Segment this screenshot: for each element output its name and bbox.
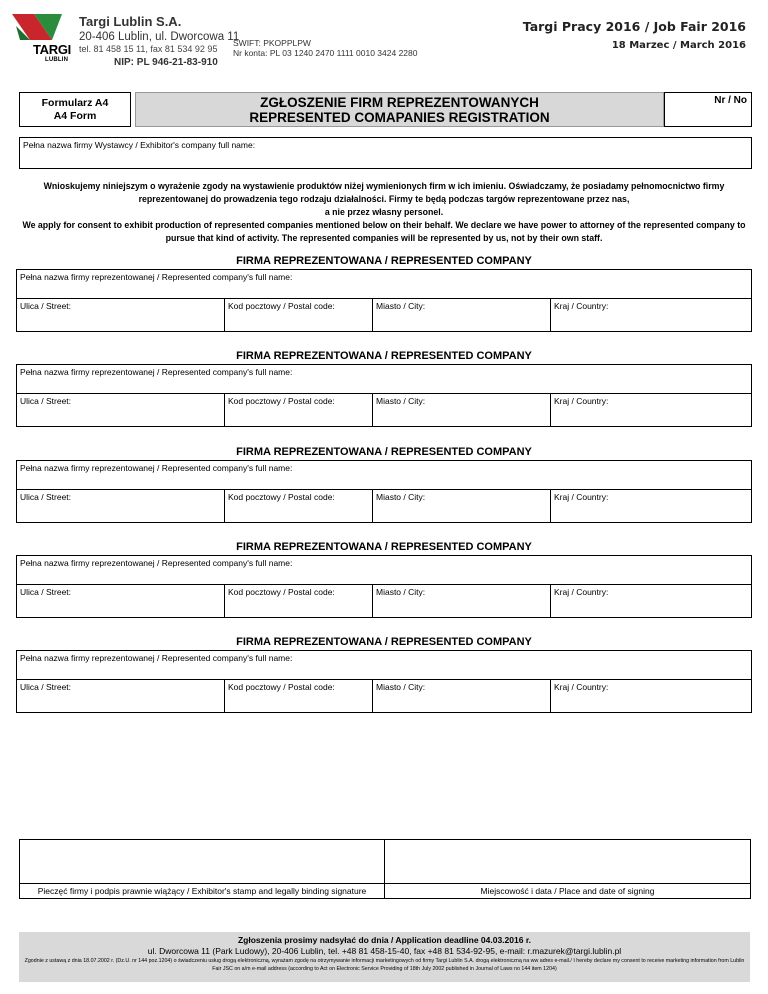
consent-line: Wnioskujemy niniejszym o wyrażenie zgody na wystawienie produktów niżej wymienionych firm w ich imieniu. Oświadczamy, że posiadamy pełnomocnictwo firmy <box>43 181 725 191</box>
consent-line: pursue that kind of activity. The represented companies will be represented by us, not by their own staff. <box>165 233 603 243</box>
postal-code-label: Kod pocztowy / Postal code: <box>228 587 335 597</box>
company-full-name-label: Pełna nazwa firmy reprezentowanej / Represented company's full name: <box>20 272 293 282</box>
company-full-name-label: Pełna nazwa firmy reprezentowanej / Represented company's full name: <box>20 463 293 473</box>
country-field[interactable] <box>551 585 751 617</box>
company-address-row <box>16 584 752 618</box>
street-label: Ulica / Street: <box>20 587 72 597</box>
city-label: Miasto / City: <box>376 682 426 692</box>
company-block-title: FIRMA REPREZENTOWANA / REPRESENTED COMPANY <box>236 636 532 648</box>
street-label: Ulica / Street: <box>20 396 72 406</box>
company-address-row <box>16 679 752 713</box>
postal-code-field[interactable] <box>225 299 373 331</box>
company-full-name-label: Pełna nazwa firmy reprezentowanej / Represented company's full name: <box>20 367 293 377</box>
consent-line: reprezentowanej do prowadzenia tego rodzaju działalności. Firmy te będą podczas targów reprezentowane przez nas, <box>138 194 630 204</box>
street-field[interactable] <box>17 585 225 617</box>
street-label: Ulica / Street: <box>20 682 72 692</box>
company-block-title: FIRMA REPREZENTOWANA / REPRESENTED COMPANY <box>236 446 532 458</box>
stamp-signature-label: Pieczęć firmy i podpis prawnie wiążący / Exhibitor's stamp and legally binding signature <box>37 886 367 896</box>
city-field[interactable] <box>373 490 551 522</box>
city-label: Miasto / City: <box>376 492 426 502</box>
city-label: Miasto / City: <box>376 301 426 311</box>
logo-sub: LUBLIN <box>45 57 69 63</box>
consent-line: We apply for consent to exhibit production of represented companies mentioned below on their behalf. We declare we have power to attorney of the represented company to <box>22 220 746 230</box>
form-title <box>135 92 664 127</box>
country-label: Kraj / Country: <box>554 396 609 406</box>
country-label: Kraj / Country: <box>554 492 609 502</box>
company-phone: tel. 81 458 15 11, fax 81 534 92 95 <box>79 44 218 54</box>
company-full-name-field[interactable] <box>16 460 752 489</box>
company-address-row <box>16 393 752 427</box>
company-name: Targi Lublin S.A. <box>79 14 182 29</box>
represented-company-3 <box>16 446 752 523</box>
country-field[interactable] <box>551 299 751 331</box>
event-date: 18 Marzec / March 2016 <box>611 40 746 51</box>
nr-label: Nr / No <box>714 95 747 106</box>
exhibitor-name-label: Pełna nazwa firmy Wystawcy / Exhibitor's company full name: <box>23 140 256 150</box>
company-full-name-field[interactable] <box>16 650 752 679</box>
street-label: Ulica / Street: <box>20 492 72 502</box>
country-label: Kraj / Country: <box>554 301 609 311</box>
signature-box <box>19 839 751 899</box>
postal-code-label: Kod pocztowy / Postal code: <box>228 396 335 406</box>
place-date-label: Miejscowość i data / Place and date of signing <box>480 886 655 896</box>
street-field[interactable] <box>17 299 225 331</box>
postal-code-field[interactable] <box>225 490 373 522</box>
street-label: Ulica / Street: <box>20 301 72 311</box>
company-full-name-field[interactable] <box>16 555 752 584</box>
postal-code-field[interactable] <box>225 680 373 712</box>
city-field[interactable] <box>373 394 551 426</box>
company-full-name-label: Pełna nazwa firmy reprezentowanej / Represented company's full name: <box>20 653 293 663</box>
company-address-row <box>16 489 752 523</box>
company-block-title: FIRMA REPREZENTOWANA / REPRESENTED COMPANY <box>236 541 532 553</box>
city-label: Miasto / City: <box>376 587 426 597</box>
city-field[interactable] <box>373 585 551 617</box>
form-code <box>19 92 131 127</box>
company-full-name-label: Pełna nazwa firmy reprezentowanej / Represented company's full name: <box>20 558 293 568</box>
country-label: Kraj / Country: <box>554 682 609 692</box>
country-label: Kraj / Country: <box>554 587 609 597</box>
postal-code-field[interactable] <box>225 585 373 617</box>
represented-company-4 <box>16 541 752 618</box>
footer-deadline: Zgłoszenia prosimy nadsyłać do dnia / Application deadline 04.03.2016 r. <box>237 935 532 945</box>
company-address-row <box>16 298 752 332</box>
company-block-title: FIRMA REPREZENTOWANA / REPRESENTED COMPANY <box>236 350 532 362</box>
event-title: Targi Pracy 2016 / Job Fair 2016 <box>522 19 746 34</box>
company-nip: NIP: PL 946-21-83-910 <box>114 57 218 68</box>
stamp-signature-field[interactable] <box>20 840 385 898</box>
street-field[interactable] <box>17 490 225 522</box>
nr-field[interactable] <box>664 92 752 127</box>
form-title-pl: ZGŁOSZENIE FIRM REPREZENTOWANYCH <box>260 95 539 110</box>
country-field[interactable] <box>551 490 751 522</box>
company-full-name-field[interactable] <box>16 364 752 393</box>
place-date-field[interactable] <box>385 840 750 898</box>
street-field[interactable] <box>17 680 225 712</box>
city-field[interactable] <box>373 680 551 712</box>
postal-code-label: Kod pocztowy / Postal code: <box>228 301 335 311</box>
represented-company-1 <box>16 255 752 332</box>
represented-company-2 <box>16 350 752 427</box>
country-field[interactable] <box>551 394 751 426</box>
form-code-en: A4 Form <box>53 110 97 122</box>
consent-line: a nie przez własny personel. <box>324 207 444 217</box>
footer-legal: Zgodnie z ustawą z dnia 18.07.2002 r. (Dz.U. nr 144 poz.1204) o świadczeniu usług drogą elektroniczną, wyrażam zgodę na otrzymywanie informacji marketingowych od firmy Targi Lublin S.A. drogą elektroniczną na ww adres e-mail./ I hereby declare my consent to receive marketing information from Lublin Fair JSC on a/m e-mail address (according to Act on Electronic Service Providing of 18th July 2002 published in Journal of Laws no 144 item 1204) <box>24 958 745 972</box>
represented-company-5 <box>16 636 752 713</box>
postal-code-label: Kod pocztowy / Postal code: <box>228 682 335 692</box>
company-address: 20-406 Lublin, ul. Dworcowa 11 <box>79 31 240 43</box>
account-number: Nr konta: PL 03 1240 2470 1111 0010 3424 2280 <box>233 48 418 58</box>
logo-word: TARGI <box>33 42 71 57</box>
street-field[interactable] <box>17 394 225 426</box>
country-field[interactable] <box>551 680 751 712</box>
company-block-title: FIRMA REPREZENTOWANA / REPRESENTED COMPANY <box>236 255 532 267</box>
consent-text <box>20 180 748 245</box>
form-title-en: REPRESENTED COMAPANIES REGISTRATION <box>249 110 550 125</box>
swift-code: SWIFT: PKOPPLPW <box>233 38 311 48</box>
footer-address: ul. Dworcowa 11 (Park Ludowy), 20-406 Lublin, tel. +48 81 458-15-40, fax +48 81 534-92-95, e-mail: r.mazurek@targi.lublin.pl <box>147 946 622 956</box>
company-full-name-field[interactable] <box>16 269 752 298</box>
form-code-pl: Formularz A4 <box>41 97 109 109</box>
footer <box>19 932 750 982</box>
city-label: Miasto / City: <box>376 396 426 406</box>
postal-code-label: Kod pocztowy / Postal code: <box>228 492 335 502</box>
bank-info <box>233 38 417 58</box>
exhibitor-name-field[interactable] <box>19 137 752 169</box>
postal-code-field[interactable] <box>225 394 373 426</box>
form-header <box>19 92 752 127</box>
city-field[interactable] <box>373 299 551 331</box>
